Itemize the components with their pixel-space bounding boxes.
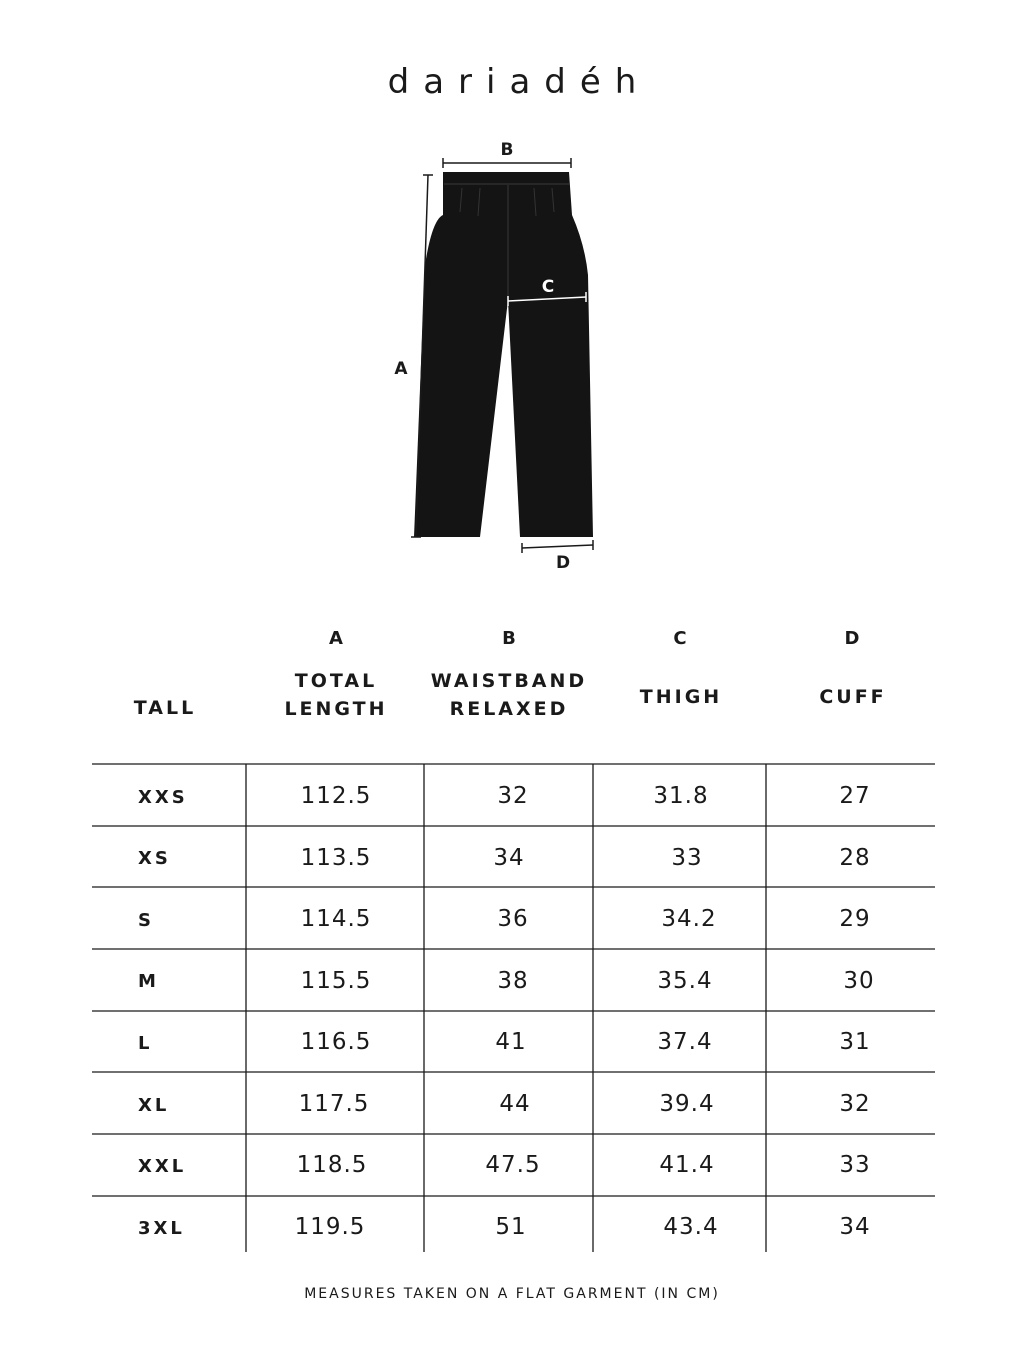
size-label: XS	[138, 848, 171, 869]
column-header-c: THIGH	[639, 686, 723, 708]
table-cell: 119.5	[294, 1214, 366, 1240]
column-header-a-line2: LENGTH	[284, 698, 388, 720]
table-cell: 115.5	[300, 968, 372, 994]
table-cell: 32	[497, 783, 529, 809]
table-cell: 34	[493, 845, 525, 871]
size-label: 3XL	[138, 1218, 185, 1239]
size-label: S	[138, 910, 154, 931]
column-letter-c: C	[673, 628, 687, 649]
brand-logo: dariadéh	[387, 62, 651, 102]
corner-label: TALL	[133, 697, 197, 719]
table-cell: 44	[499, 1091, 531, 1117]
table-cell: 28	[839, 845, 871, 871]
column-letter-a: A	[329, 628, 343, 649]
table-cell: 47.5	[485, 1152, 541, 1178]
table-cell: 30	[843, 968, 875, 994]
table-cell: 36	[497, 906, 529, 932]
label-d: D	[555, 553, 571, 573]
column-header-a-line1: TOTAL	[294, 670, 378, 692]
size-label: M	[138, 971, 159, 992]
column-header-b-line2: RELAXED	[449, 698, 569, 720]
table-cell: 31	[839, 1029, 871, 1055]
table-cell: 41	[495, 1029, 527, 1055]
size-label: XXL	[138, 1156, 187, 1177]
table-cell: 51	[495, 1214, 527, 1240]
table-cell: 34.2	[661, 906, 717, 932]
column-header-b-line1: WAISTBAND	[430, 670, 588, 692]
table-cell: 27	[839, 783, 871, 809]
table-cell: 39.4	[659, 1091, 715, 1117]
table-cell: 33	[671, 845, 703, 871]
table-cell: 29	[839, 906, 871, 932]
table-cell: 35.4	[657, 968, 713, 994]
table-cell: 38	[497, 968, 529, 994]
size-label: XL	[138, 1095, 170, 1116]
table-cell: 41.4	[659, 1152, 715, 1178]
size-label: XXS	[138, 787, 188, 808]
label-b: B	[500, 140, 514, 160]
table-cell: 32	[839, 1091, 871, 1117]
table-cell: 43.4	[663, 1214, 719, 1240]
table-cell: 113.5	[300, 845, 372, 871]
table-cell: 114.5	[300, 906, 372, 932]
table-cell: 31.8	[653, 783, 709, 809]
column-header-d: CUFF	[819, 686, 887, 708]
footnote: MEASURES TAKEN ON A FLAT GARMENT (IN CM)	[304, 1286, 720, 1302]
table-cell: 37.4	[657, 1029, 713, 1055]
column-letter-d: D	[844, 628, 860, 649]
table-cell: 33	[839, 1152, 871, 1178]
column-letter-b: B	[502, 628, 516, 649]
table-cell: 118.5	[296, 1152, 368, 1178]
label-c: C	[541, 277, 555, 297]
table-cell: 116.5	[300, 1029, 372, 1055]
table-cell: 112.5	[300, 783, 372, 809]
table-cell: 34	[839, 1214, 871, 1240]
label-a: A	[394, 359, 408, 379]
table-cell: 117.5	[298, 1091, 370, 1117]
size-label: L	[138, 1033, 153, 1054]
